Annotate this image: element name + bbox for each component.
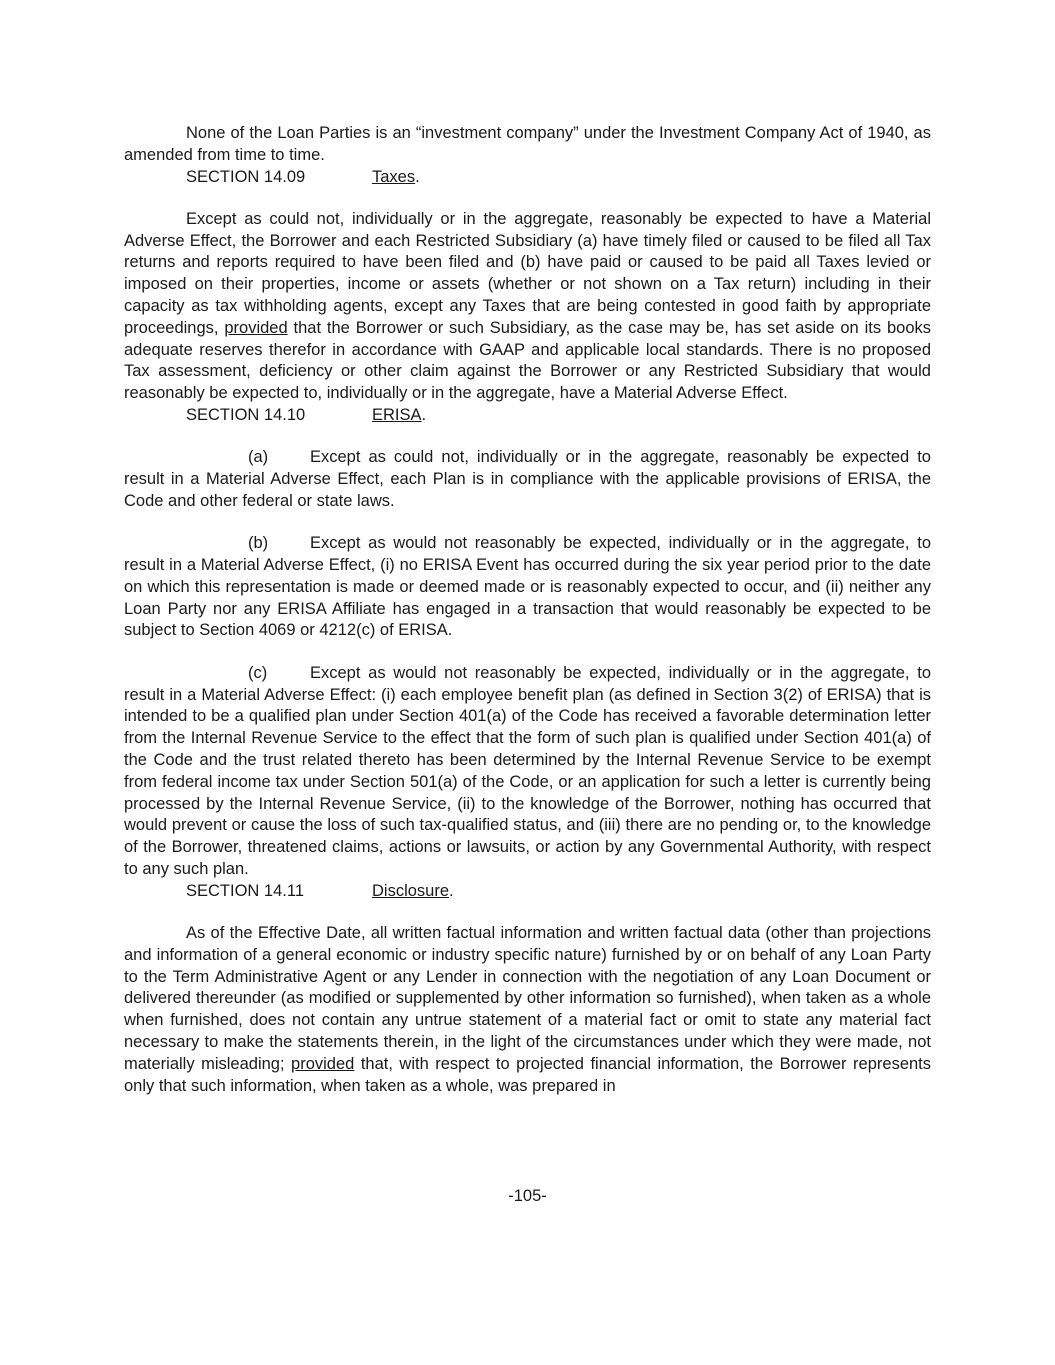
taxes-text-after: that the Borrower or such Subsidiary, as the case may be, has set aside on its books adequate reserves therefor in accordance with GAAP and applicable local standards. There is no proposed Tax assessment, deficiency or other claim against the Borrower or any Restricted Subsidiary that would reasonably be expected to, individually or in the aggregate, have a Material Adverse Effect.: [124, 318, 931, 403]
disclosure-paragraph: [124, 923, 931, 1097]
section-title-period: .: [449, 881, 454, 900]
erisa-paragraph-b: [124, 533, 931, 642]
paragraph-label: (c): [248, 663, 268, 682]
paragraph-text: Except as would not reasonably be expected, individually or in the aggregate, to result in a Material Adverse Effect, (i) no ERISA Event has occurred during the six year period prior to the date on which this representation is made or deemed made or is reasonably expected to occur, and (ii) neither any Loan Party nor any ERISA Affiliate has engaged in a transaction that would reasonably be expected to be subject to Section 4069 or 4212(c) of ERISA.: [124, 534, 931, 640]
section-heading-erisa: [124, 405, 931, 427]
paragraph-label: (a): [248, 448, 269, 467]
section-title: ERISA: [372, 406, 422, 425]
section-number: SECTION 14.11: [186, 881, 304, 900]
investment-company-paragraph: None of the Loan Parties is an “investment company” under the Investment Company Act of 1940, as amended from time to time.: [124, 124, 931, 164]
taxes-provided-term: provided: [224, 318, 288, 337]
section-title-period: .: [415, 167, 420, 186]
erisa-paragraph-a: [124, 447, 931, 512]
document-page: [124, 123, 931, 1097]
disclosure-text-before: As of the Effective Date, all written factual information and written factual data (other than projections and information of a general economic or industry specific nature) furnished by or on behalf of any Loan Party to the Term Administrative Agent or any Lender in connection with the negotiation of any Loan Document or delivered thereunder (as modified or supplemented by other information so furnished), when taken as a whole when furnished, does not contain any untrue statement of a material fact or omit to state any material fact necessary to make the statements therein, in the light of the circumstances under which they were made, not materially misleading;: [124, 924, 931, 1073]
section-title: Disclosure: [372, 881, 450, 900]
disclosure-text-after: that, with respect to projected financial information, the Borrower represents only that such information, when taken as a whole, was prepared in: [124, 1054, 932, 1095]
section-heading-disclosure: [124, 881, 931, 903]
section-heading-taxes: [124, 167, 931, 189]
taxes-paragraph: [124, 209, 931, 405]
taxes-text-before: Except as could not, individually or in the aggregate, reasonably be expected to have a Material Adverse Effect, the Borrower and each Restricted Subsidiary (a) have timely filed or caused to be filed all Tax returns and reports required to have been filed and (b) have paid or caused to be paid all Taxes levied or imposed on their properties, income or assets (whether or not shown on a Tax return) including in their capacity as tax withholding agents, except any Taxes that are being contested in good faith by appropriate proceedings,: [124, 209, 931, 337]
section-title: Taxes: [372, 167, 416, 186]
page-number: -105-: [508, 1187, 547, 1205]
section-number: SECTION 14.10: [186, 406, 306, 425]
section-number: SECTION 14.09: [186, 167, 306, 186]
disclosure-provided-term: provided: [291, 1054, 355, 1073]
paragraph-label: (b): [248, 534, 269, 553]
section-title-period: .: [421, 406, 427, 425]
erisa-paragraph-c: [124, 663, 931, 881]
paragraph-text: Except as could not, individually or in the aggregate, reasonably be expected to result in a Material Adverse Effect, each Plan is in compliance with the applicable provisions of ERISA, the Code and other federal or state laws.: [124, 448, 931, 510]
paragraph-text: Except as would not reasonably be expected, individually or in the aggregate, to result in a Material Adverse Effect: (i) each employee benefit plan (as defined in Section 3(2) of ERISA) that is intended to be a qualified plan under Section 401(a) of the Code has received a favorable determination letter from the Internal Revenue Service to the effect that the form of such plan is qualified under Section 401(a) of the Code and the trust related thereto has been determined by the Internal Revenue Service to be exempt from federal income tax under Section 501(a) of the Code, or an application for such a letter is currently being processed by the Internal Revenue Service, (ii) to the knowledge of the Borrower, nothing has occurred that would prevent or cause the loss of such tax-qualified status, and (iii) there are no pending or, to the knowledge of the Borrower, threatened claims, actions or lawsuits, or action by any Governmental Authority, with respect to any such plan.: [124, 663, 931, 878]
